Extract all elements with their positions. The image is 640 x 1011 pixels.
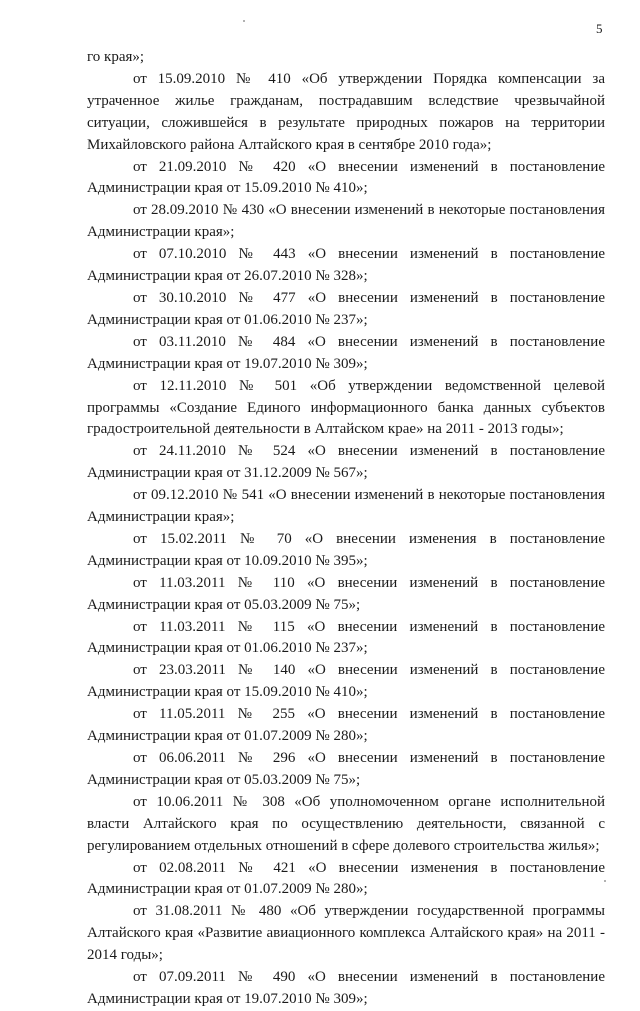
paragraph: от 06.06.2011 № 296 «О внесении изменений в постановление Администрации края от 05.03.2009 № 75»; bbox=[87, 750, 605, 788]
paragraph: от 09.12.2010 № 541 «О внесении изменений в некоторые постановления Администрации края»; bbox=[87, 487, 605, 526]
paragraph: от 15.09.2010 № 410 «Об утверждении Порядка компенсации за утраченное жилье гражданам, пострадавшим вследствие чрезвычайной ситуации, сложившейся в результате природных пожаров на территории Михайловского района Алтайского края в сентябре 2010 года»; bbox=[87, 70, 605, 153]
paragraph: от 23.03.2011 № 140 «О внесении изменений в постановление Администрации края от 15.09.2010 № 410»; bbox=[87, 662, 605, 701]
paragraph: от 30.10.2010 № 477 «О внесении изменений в постановление Администрации края от 01.06.2010 № 237»; bbox=[87, 289, 605, 328]
paragraph: от 03.11.2010 № 484 «О внесении изменений в постановление Администрации края от 19.07.2010 № 309»; bbox=[87, 333, 605, 372]
paragraph: от 11.03.2011 № 115 «О внесении изменений в постановление Администрации края от 01.06.2010 № 237»; bbox=[87, 618, 605, 657]
paragraph: от 28.09.2010 № 430 «О внесении изменений в некоторые постановления Администрации края»; bbox=[87, 202, 605, 241]
paragraph: от 11.03.2011 № 110 «О внесении изменений в постановление Администрации края от 05.03.2009 № 75»; bbox=[87, 574, 605, 613]
paragraph: от 11.05.2011 № 255 «О внесении изменений в постановление Администрации края от 01.07.2009 № 280»; bbox=[87, 706, 605, 745]
paragraph: от 24.11.2010 № 524 «О внесении изменений в постановление Администрации края от 31.12.2009 № 567»; bbox=[87, 443, 605, 482]
page-number: 5 bbox=[596, 21, 603, 36]
paragraph: от 15.02.2011 № 70 «О внесении изменения в постановление Администрации края от 10.09.2010 № 395»; bbox=[87, 530, 605, 569]
paragraph: от 21.09.2010 № 420 «О внесении изменений в постановление Администрации края от 15.09.2010 № 410»; bbox=[87, 158, 605, 197]
paragraph: от 12.11.2010 № 501 «Об утверждении ведомственной целевой программы «Создание Единого информационного банка данных субъектов градостроительной деятельности в Алтайском крае» на 2011 - 2013 годы»; bbox=[87, 377, 605, 438]
paragraph: го края»; bbox=[87, 49, 145, 65]
paragraph: от 31.08.2011 № 480 «Об утверждении государственной программы Алтайского края «Развитие авиационного комплекса Алтайского края» на 2011 - 2014 годы»; bbox=[87, 903, 605, 964]
paragraph: от 07.10.2010 № 443 «О внесении изменений в постановление Администрации края от 26.07.2010 № 328»; bbox=[87, 246, 605, 285]
paragraph: от 02.08.2011 № 421 «О внесении изменения в постановление Администрации края от 01.07.2009 № 280»; bbox=[87, 859, 605, 898]
paragraph: от 07.09.2011 № 490 «О внесении изменений в постановление Администрации края от 19.07.2010 № 309»; bbox=[87, 969, 605, 1007]
paragraph: от 10.06.2011 № 308 «Об уполномоченном органе исполнительной власти Алтайского края по осуществлению деятельности, связанной с регулированием отдельных отношений в сфере долевого строительства жилья»; bbox=[87, 793, 605, 854]
document-body bbox=[87, 47, 605, 1011]
scan-speck bbox=[243, 20, 245, 22]
